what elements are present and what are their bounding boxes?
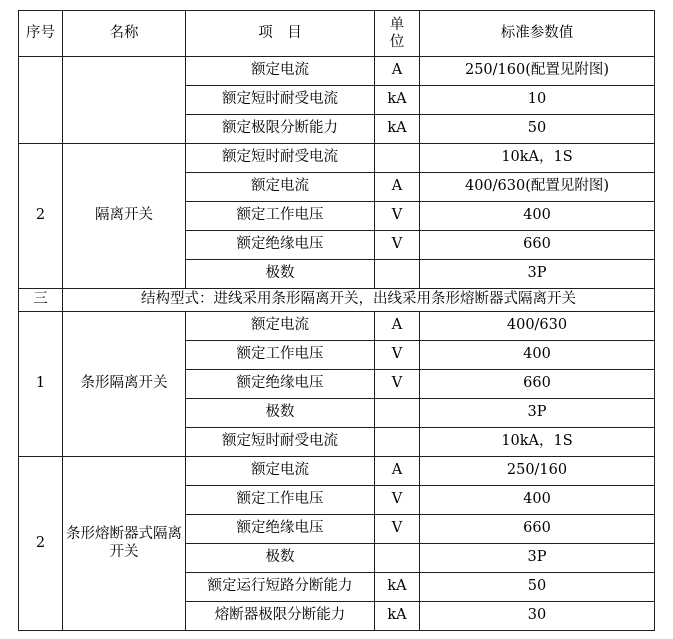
unit-cell: V	[375, 515, 420, 544]
name-cell: 条形隔离开关	[63, 312, 186, 457]
item-cell: 额定短时耐受电流	[186, 428, 375, 457]
unit-cell: V	[375, 370, 420, 399]
item-cell: 熔断器极限分断能力	[186, 602, 375, 631]
unit-cell: A	[375, 57, 420, 86]
value-cell: 3P	[420, 399, 655, 428]
unit-cell: kA	[375, 86, 420, 115]
item-cell: 额定电流	[186, 173, 375, 202]
value-cell: 660	[420, 370, 655, 399]
name-cell: 隔离开关	[63, 144, 186, 289]
unit-cell	[375, 428, 420, 457]
value-cell: 250/160	[420, 457, 655, 486]
value-cell: 400	[420, 486, 655, 515]
header-cell-unit	[375, 11, 420, 57]
unit-cell	[375, 544, 420, 573]
item-cell: 极数	[186, 260, 375, 289]
item-cell: 额定绝缘电压	[186, 370, 375, 399]
unit-cell: kA	[375, 115, 420, 144]
header-cell-name: 名称	[63, 11, 186, 57]
name-cell: 条形熔断器式隔离开关	[63, 457, 186, 631]
unit-cell	[375, 144, 420, 173]
seq-cell: 2	[19, 144, 63, 289]
header-cell-seq: 序号	[19, 11, 63, 57]
value-cell: 400/630	[420, 312, 655, 341]
value-cell: 50	[420, 573, 655, 602]
value-cell: 660	[420, 231, 655, 260]
value-cell: 3P	[420, 544, 655, 573]
name-cell	[63, 57, 186, 144]
unit-cell: V	[375, 231, 420, 260]
unit-cell	[375, 260, 420, 289]
header-cell-value: 标准参数值	[420, 11, 655, 57]
structure-type-row	[19, 289, 655, 312]
item-cell: 极数	[186, 544, 375, 573]
spec-row	[19, 57, 655, 86]
item-cell: 额定电流	[186, 457, 375, 486]
seq-cell: 三	[19, 289, 63, 312]
seq-cell	[19, 57, 63, 144]
unit-header-line2: 位	[389, 33, 405, 50]
item-cell: 额定工作电压	[186, 486, 375, 515]
item-cell: 极数	[186, 399, 375, 428]
value-cell: 30	[420, 602, 655, 631]
item-cell: 额定电流	[186, 57, 375, 86]
item-cell: 额定运行短路分断能力	[186, 573, 375, 602]
unit-cell: kA	[375, 573, 420, 602]
unit-cell: V	[375, 486, 420, 515]
spec-row	[19, 457, 655, 486]
item-cell: 额定短时耐受电流	[186, 86, 375, 115]
unit-header-line1: 单	[389, 16, 405, 33]
value-cell: 3P	[420, 260, 655, 289]
spec-row	[19, 144, 655, 173]
value-cell: 400/630(配置见附图)	[420, 173, 655, 202]
item-cell: 额定绝缘电压	[186, 231, 375, 260]
spec-row	[19, 312, 655, 341]
seq-cell: 1	[19, 312, 63, 457]
value-cell: 10kA，1S	[420, 144, 655, 173]
unit-cell: A	[375, 173, 420, 202]
spec-table	[18, 10, 655, 631]
item-cell: 额定电流	[186, 312, 375, 341]
item-cell: 额定工作电压	[186, 341, 375, 370]
value-cell: 10	[420, 86, 655, 115]
seq-cell: 2	[19, 457, 63, 631]
value-cell: 250/160(配置见附图)	[420, 57, 655, 86]
item-cell: 额定工作电压	[186, 202, 375, 231]
unit-cell: kA	[375, 602, 420, 631]
unit-cell: A	[375, 312, 420, 341]
value-cell: 400	[420, 202, 655, 231]
unit-cell: V	[375, 202, 420, 231]
structure-type-text: 结构型式：进线采用条形隔离开关，出线采用条形熔断器式隔离开关	[63, 289, 655, 312]
value-cell: 10kA，1S	[420, 428, 655, 457]
unit-cell: V	[375, 341, 420, 370]
item-cell: 额定短时耐受电流	[186, 144, 375, 173]
value-cell: 400	[420, 341, 655, 370]
item-cell: 额定绝缘电压	[186, 515, 375, 544]
unit-cell	[375, 399, 420, 428]
value-cell: 660	[420, 515, 655, 544]
header-row	[19, 11, 655, 57]
item-cell: 额定极限分断能力	[186, 115, 375, 144]
unit-cell: A	[375, 457, 420, 486]
header-cell-item: 项 目	[186, 11, 375, 57]
value-cell: 50	[420, 115, 655, 144]
